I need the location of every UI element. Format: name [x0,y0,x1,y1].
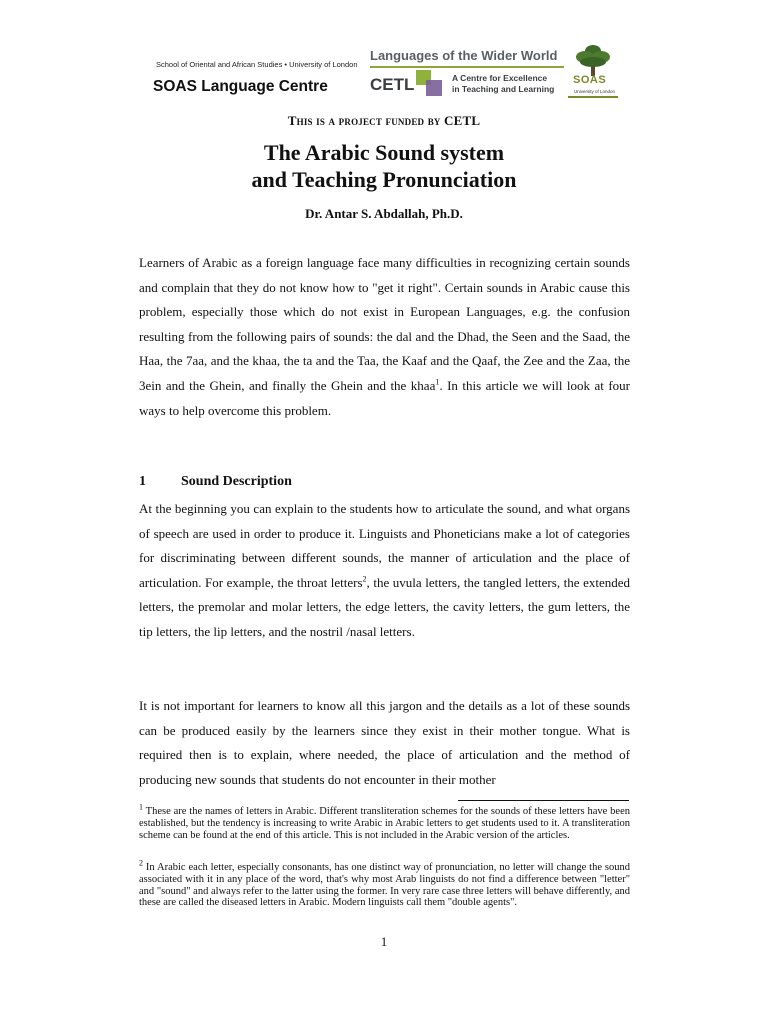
section-p1-text-a: At the beginning you can explain to the students how to articulate the sound, and what organs of speech are used in order to produce it. Linguists and Phoneticians make a lot of categories for discriminating between different sounds, the manner of articulation and the place of articulation. For example, the throat letters [139,501,630,590]
soas-logo [568,44,618,102]
section-paragraph-2: It is not important for learners to know all this jargon and the details as a lot of these sounds can be produced easily by the learners since they exist in their mother tongue. What is required then is to explain, where needed, the place of articulation and the method of producing new sounds that students do not encounter in their mother [139,698,630,787]
page-title [0,139,768,193]
soas-logo-bar [568,96,618,98]
section-number: 1 [139,474,146,489]
header-banner [148,44,622,102]
footnote-divider [458,800,629,801]
centre-name: SOAS Language Centre [153,78,328,95]
footnote-2 [139,858,630,909]
title-line-2: and Teaching Pronunciation [251,167,517,192]
soas-logo-sub: University of London [574,89,616,94]
title-line-1: The Arabic Sound system [263,140,505,165]
section-p1-text-b: , the uvula letters, the tangled letters, the extended letters, the premolar and molar letters, the edge letters, the cavity letters, the gum letters, the tip letters, the lip letters, and the nostril /nasal letters. [139,574,630,639]
school-line: School of Oriental and African Studies • University of London [156,60,358,69]
soas-logo-word: SOAS [573,74,607,86]
funded-line: This is a project funded by CETL [287,113,481,128]
intro-text-a: Learners of Arabic as a foreign language face many difficulties in recognizing certain sounds and complain that they do not know how to "get it right". Certain sounds in Arabic cause this problem, especially those which do not exist in European Languages, e.g. the confusion resulting from the following pairs of sounds: the dal and the Dhad, the Seen and the Saad, the Haa, the 7aa, and the khaa, the ta and the Taa, the Kaaf and the Qaaf, the Zee and the Zaa, the 3ein and the Ghein, and finally the Ghein and the khaa [139,255,630,393]
footnote-ref-1[interactable]: 1 [435,377,440,387]
tree-icon [574,44,612,76]
cetl-tagline [452,73,554,95]
footnote-mark-1: 1 [139,802,143,812]
section-heading [139,474,292,490]
footnote-mark-2: 2 [139,858,143,868]
section-title: Sound Description [181,474,292,489]
cetl-logo-icon [416,70,444,98]
footnote-1 [139,802,630,841]
footnote-2-text: In Arabic each letter, especially consonants, has one distinct way of pronunciation, no letter will change the sound associated with it in any place of the word, that's why most Arab linguists do not find a difference between "letter" and "sound" and always refer to the latter using the former. In very rare case three letters will behave differently, and these are called the diseased letters in Arabic. Modern linguists call them "double agents". [139,862,630,909]
intro-text-b: . In this article we will look at four ways to help overcome this problem. [139,377,630,418]
section-paragraph-1 [139,497,630,645]
footnote-ref-2[interactable]: 2 [362,574,367,584]
intro-paragraph [139,251,630,423]
author-line: Dr. Antar S. Abdallah, Ph.D. [305,206,463,221]
lww-divider [370,66,564,68]
footnote-1-text: These are the names of letters in Arabic. Different transliteration schemes for the sounds of these letters have been established, but the tendency is increasing to write Arabic in Arabic letters to get students used to it. A transliteration scheme can be found at the end of this article. This is not included in the Arabic version of the articles. [139,806,630,841]
cetl-tagline-line2: in Teaching and Learning [452,84,555,94]
lww-title: Languages of the Wider World [370,48,558,63]
cetl-wordmark: CETL [370,75,415,94]
page-number: 1 [380,934,388,949]
cetl-tagline-line1: A Centre for Excellence [452,73,548,83]
